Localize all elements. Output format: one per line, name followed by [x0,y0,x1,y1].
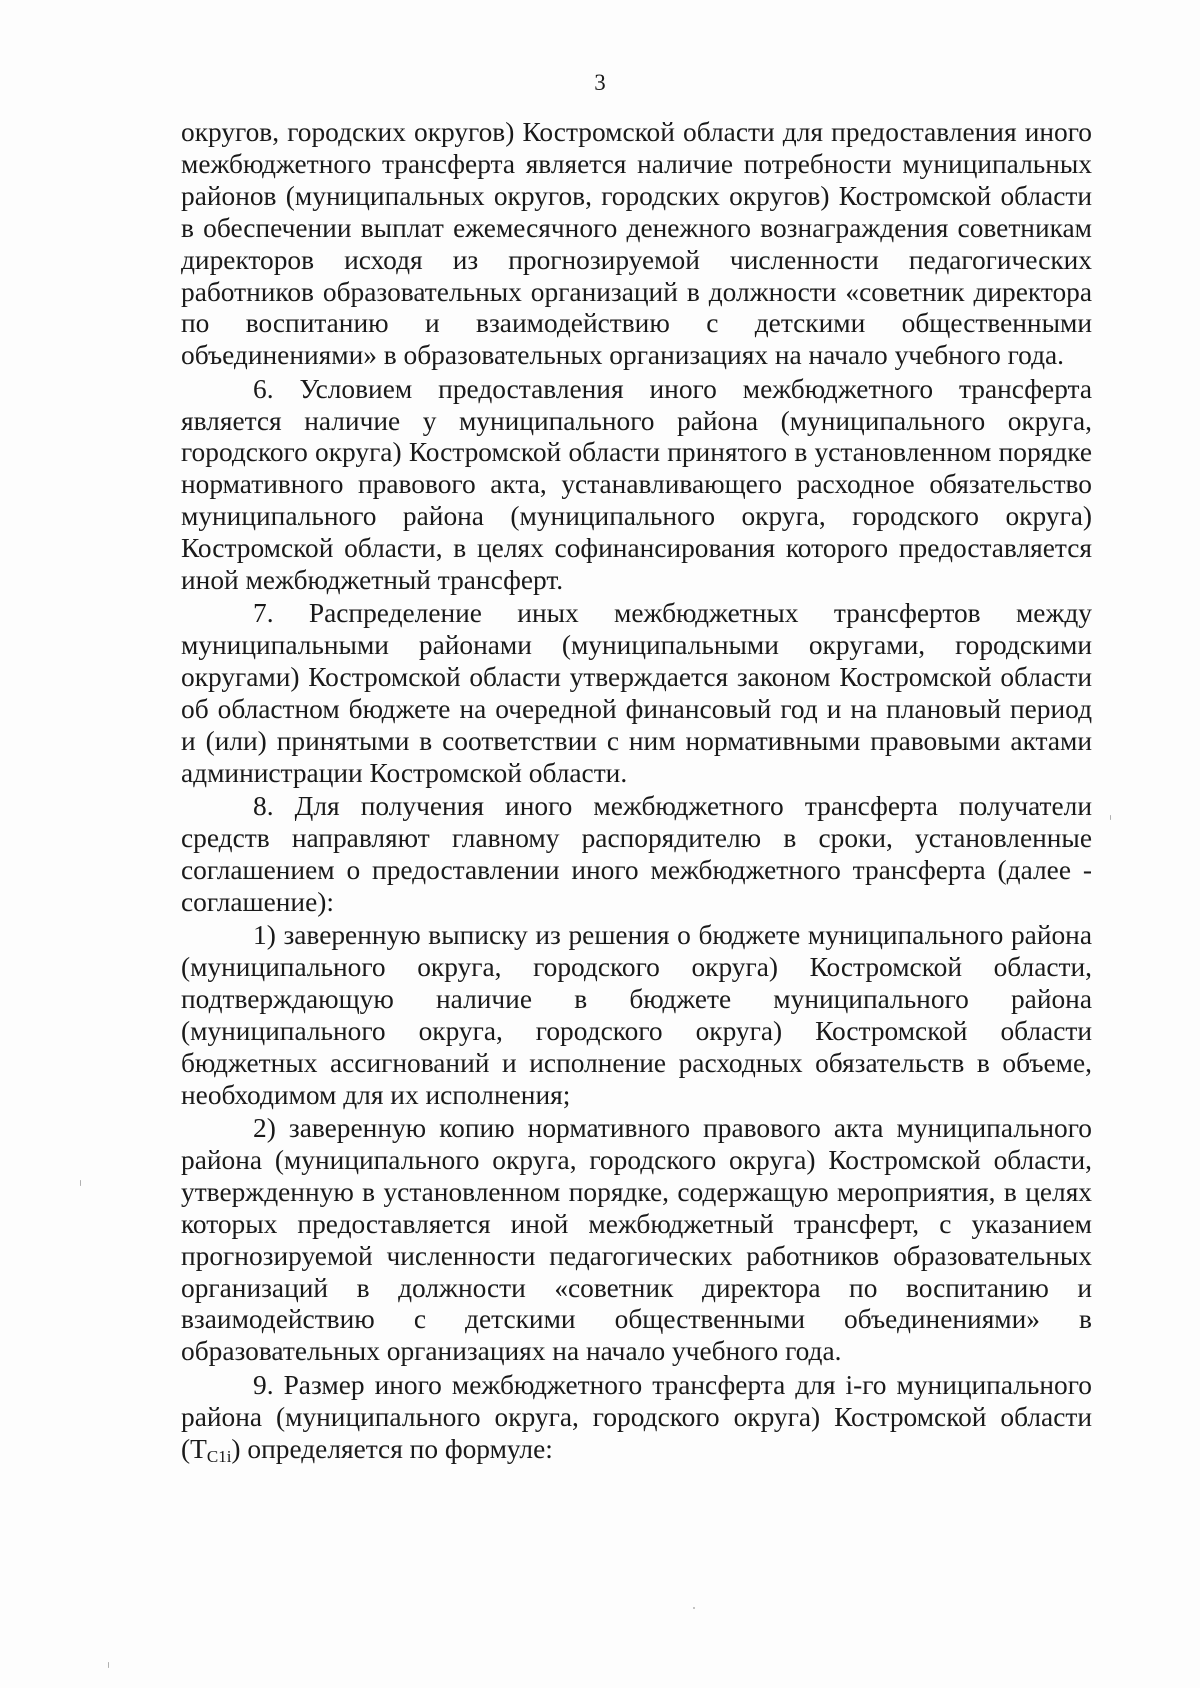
document-body [181,117,1092,1467]
paragraph-8-item-2: 2) заверенную копию нормативного правового акта муниципального района (муниципального округа, городского округа) Костромской области, утвержденную в установленном порядке, содержащую мероприятия, в целях которых предоставляется иной межбюджетный трансферт, с указанием прогнозируемой численности педагогических работников образовательных организаций в должности «советник директора по воспитанию и взаимодействию с детскими общественными объединениями» в образовательных организациях на начало учебного года. [181,1113,1092,1367]
paragraph-7: 7. Распределение иных межбюджетных трансфертов между муниципальными районами (муниципальными округами, городскими округами) Костромской области утверждается законом Костромской области об областном бюджете на очередной финансовый год и на плановый период и (или) принятыми в соответствии с ним нормативными правовыми актами администрации Костромской области. [181,598,1092,788]
paragraph-9-text: 9. Размер иного межбюджетного трансферта для i-го муниципального района (муниципального округа, городского округа) Костромской области (Т [181,1369,1092,1464]
paragraph-continuation: округов, городских округов) Костромской области для предоставления иного межбюджетного трансферта является наличие потребности муниципальных районов (муниципальных округов, городских округов) Костромской области в обеспечении выплат ежемесячного денежного вознаграждения советникам директоров исходя из прогнозируемой численности педагогических работников образовательных организаций в должности «советник директора по воспитанию и взаимодействию с детскими общественными объединениями» в образовательных организациях на начало учебного года. [181,117,1092,371]
paragraph-6: 6. Условием предоставления иного межбюджетного трансферта является наличие у муниципального района (муниципального округа, городского округа) Костромской области принятого в установленном порядке нормативного правового акта, устанавливающего расходное обязательство муниципального района (муниципального округа, городского округа) Костромской области, в целях софинансирования которого предоставляется иной межбюджетный трансферт. [181,373,1092,596]
paragraph-9-text-end: ) определяется по формуле: [231,1433,553,1464]
scan-speck [108,1662,109,1668]
scan-speck [693,1607,695,1609]
scan-speck [1110,815,1111,820]
page-number: 3 [594,70,606,95]
formula-subscript: C1i [206,1446,232,1466]
paragraph-8-item-1: 1) заверенную выписку из решения о бюджете муниципального района (муниципального округа, городского округа) Костромской области, подтверждающую наличие в бюджете муниципального района (муниципального округа, городского округа) Костромской области бюджетных ассигнований и исполнение расходных обязательств в объеме, необходимом для их исполнения; [181,920,1092,1110]
paragraph-9 [181,1370,1092,1466]
paragraph-8: 8. Для получения иного межбюджетного трансферта получатели средств направляют главному распорядителю в сроки, установленные соглашением о предоставлении иного межбюджетного трансферта (далее - соглашение): [181,791,1092,917]
scan-speck [80,1180,81,1186]
